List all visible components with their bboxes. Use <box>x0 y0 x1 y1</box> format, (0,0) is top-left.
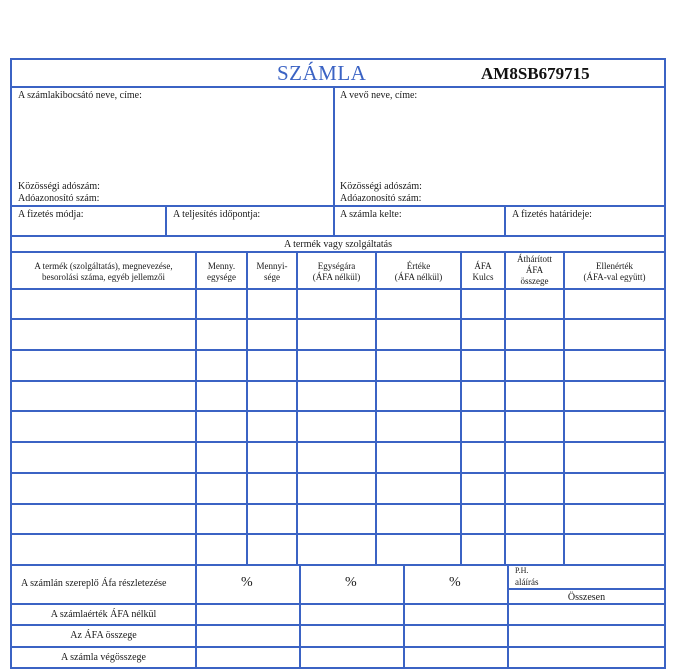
vat-breakdown-label: A számlán szereplő Áfa részletezése <box>21 578 167 589</box>
rule <box>299 564 301 669</box>
col-quantity-line-1: Mennyi- <box>256 261 288 271</box>
rule <box>504 251 506 566</box>
grand-total-label: A számla végösszege <box>61 652 146 663</box>
rule <box>10 205 666 207</box>
rule <box>10 472 666 474</box>
col-quantity-header <box>248 261 296 283</box>
col-product-line-2: besorolási száma, egyéb jellemzői <box>42 272 165 282</box>
col-consideration-line-2: (ÁFA-val együtt) <box>583 272 646 282</box>
col-unit-line-2: egysége <box>207 272 236 282</box>
buyer-eu-tax-label: Közösségi adószám: <box>340 181 422 192</box>
col-passed-vat-line-3: összege <box>520 276 549 286</box>
document-title: SZÁMLA <box>277 61 367 85</box>
payment-method-label: A fizetés módja: <box>18 209 84 220</box>
rule <box>507 588 666 590</box>
invoice-date-label: A számla kelte: <box>340 209 402 220</box>
col-unit-line-1: Menny. <box>207 261 236 271</box>
rule <box>10 646 666 648</box>
rule <box>10 380 666 382</box>
net-value-label: A számlaérték ÁFA nélkül <box>50 609 157 620</box>
total-label: Összesen <box>567 592 606 603</box>
rule <box>507 564 509 669</box>
rule <box>10 441 666 443</box>
col-unit-header <box>197 261 246 283</box>
col-passed-vat-line-2: ÁFA <box>525 265 544 275</box>
rule <box>10 318 666 320</box>
rule <box>10 251 666 253</box>
col-product-header <box>12 261 195 283</box>
rule <box>10 624 666 626</box>
invoice-number: AM8SB679715 <box>481 64 590 83</box>
col-unit-price-line-1: Egységára <box>317 261 356 271</box>
rule <box>195 251 197 566</box>
col-unit-price-line-2: (ÁFA nélkül) <box>312 272 361 282</box>
rule <box>333 86 335 236</box>
issuer-eu-tax-label: Közösségi adószám: <box>18 181 100 192</box>
col-vat-key-header <box>462 261 504 283</box>
rule <box>10 86 666 88</box>
fulfillment-date-label: A teljesítés időpontja: <box>173 209 261 220</box>
rule <box>246 251 248 566</box>
rule <box>10 410 666 412</box>
col-vat-key-line-2: Kulcs <box>472 272 494 282</box>
rule <box>375 251 377 566</box>
col-value-line-1: Értéke <box>406 261 431 271</box>
vat-percent-2: % <box>345 575 357 590</box>
vat-amount-label: Az ÁFA összege <box>70 630 137 641</box>
border-top <box>10 58 666 60</box>
rule <box>10 603 666 605</box>
vat-percent-1: % <box>241 575 253 590</box>
rule <box>504 205 506 236</box>
rule <box>10 349 666 351</box>
border-left <box>10 58 12 669</box>
col-vat-key-line-1: ÁFA <box>474 261 492 271</box>
rule <box>460 251 462 566</box>
col-value-header <box>377 261 460 283</box>
col-unit-price-header <box>298 261 375 283</box>
buyer-tax-label: Adóazonosító szám: <box>340 193 422 204</box>
vat-percent-3: % <box>449 575 461 590</box>
rule <box>195 564 197 669</box>
rule <box>10 235 666 237</box>
rule <box>10 503 666 505</box>
rule <box>10 288 666 290</box>
rule <box>296 251 298 566</box>
stamp-label: P.H. <box>515 566 529 575</box>
col-quantity-line-2: sége <box>264 272 280 282</box>
rule <box>165 205 167 236</box>
payment-deadline-label: A fizetés határideje: <box>512 209 592 220</box>
issuer-name-label: A számlakibocsátó neve, címe: <box>18 90 142 101</box>
signature-label: aláírás <box>515 577 539 587</box>
col-passed-vat-header <box>506 254 563 287</box>
border-right <box>664 58 666 669</box>
buyer-name-label: A vevő neve, címe: <box>340 90 418 101</box>
border-bottom <box>10 667 666 669</box>
col-passed-vat-line-1: Áthárított <box>517 254 552 264</box>
col-product-line-1: A termék (szolgáltatás), megnevezése, <box>34 261 173 271</box>
col-consideration-header <box>565 261 664 283</box>
rule <box>403 564 405 669</box>
rule <box>10 533 666 535</box>
rule <box>10 564 666 566</box>
rule <box>563 251 565 566</box>
issuer-tax-label: Adóazonosító szám: <box>18 193 100 204</box>
col-value-line-2: (ÁFA nélkül) <box>394 272 443 282</box>
product-section-title: A termék vagy szolgáltatás <box>283 239 393 250</box>
col-consideration-line-1: Ellenérték <box>596 261 633 271</box>
